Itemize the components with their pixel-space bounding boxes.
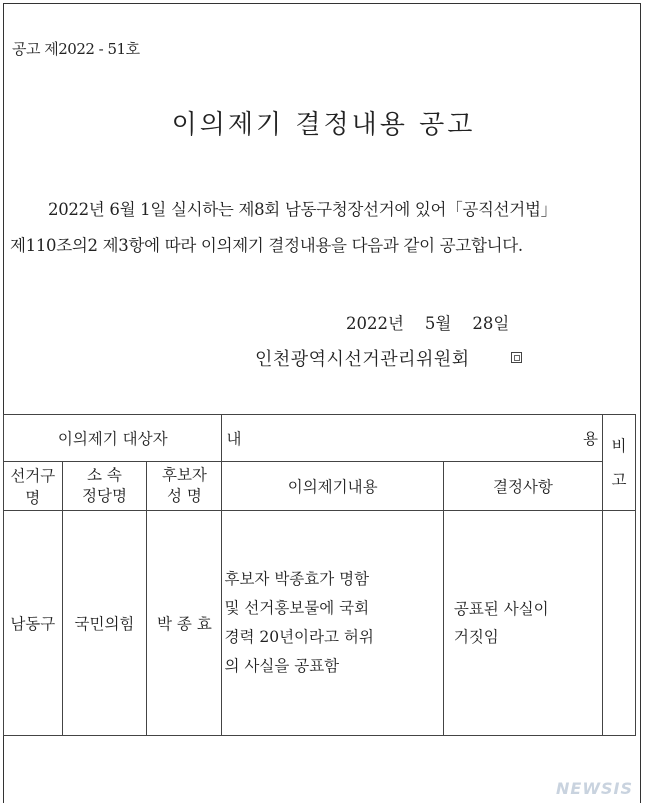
cell-party: 국민의힘 xyxy=(62,511,147,736)
header-content: 내 용 xyxy=(222,415,603,462)
table-header-row-2 xyxy=(4,462,636,511)
notice-number: 공고 제2022 - 51호 xyxy=(12,40,140,58)
official-seal-icon xyxy=(511,352,522,363)
cell-district: 남동구 xyxy=(4,511,63,736)
document-title: 이의제기 결정내용 공고 xyxy=(171,110,476,140)
col-candidate: 후보자 성 명 xyxy=(147,462,222,511)
notice-date: 2022년 5월 28일 xyxy=(346,314,510,333)
watermark-logo: NEWSIS xyxy=(556,779,633,798)
header-target: 이의제기 대상자 xyxy=(4,415,222,462)
cell-objection: 후보자 박종효가 명함 및 선거홍보물에 국회 경력 20년이라고 허위 의 사실을 공표함 xyxy=(222,511,443,736)
col-party: 소 속 정당명 xyxy=(62,462,147,511)
notice-paragraph-line-1: 2022년 6월 1일 실시하는 제8회 남동구청장선거에 있어「공직선거법」 xyxy=(48,200,557,219)
header-remark: 비 고 xyxy=(602,415,635,511)
cell-remark xyxy=(602,511,635,736)
decision-table xyxy=(3,414,636,736)
cell-decision: 공표된 사실이 거짓임 xyxy=(443,511,602,736)
col-district: 선거구명 xyxy=(4,462,63,511)
notice-paragraph-line-2: 제110조의2 제3항에 따라 이의제기 결정내용을 다음과 같이 공고합니다. xyxy=(10,236,523,255)
table-row xyxy=(4,511,636,736)
col-decision: 결정사항 xyxy=(443,462,602,511)
col-objection: 이의제기내용 xyxy=(222,462,443,511)
issuing-organization: 인천광역시선거관리위원회 xyxy=(255,349,470,370)
cell-candidate: 박 종 효 xyxy=(147,511,222,736)
table-header-row-1 xyxy=(4,415,636,462)
